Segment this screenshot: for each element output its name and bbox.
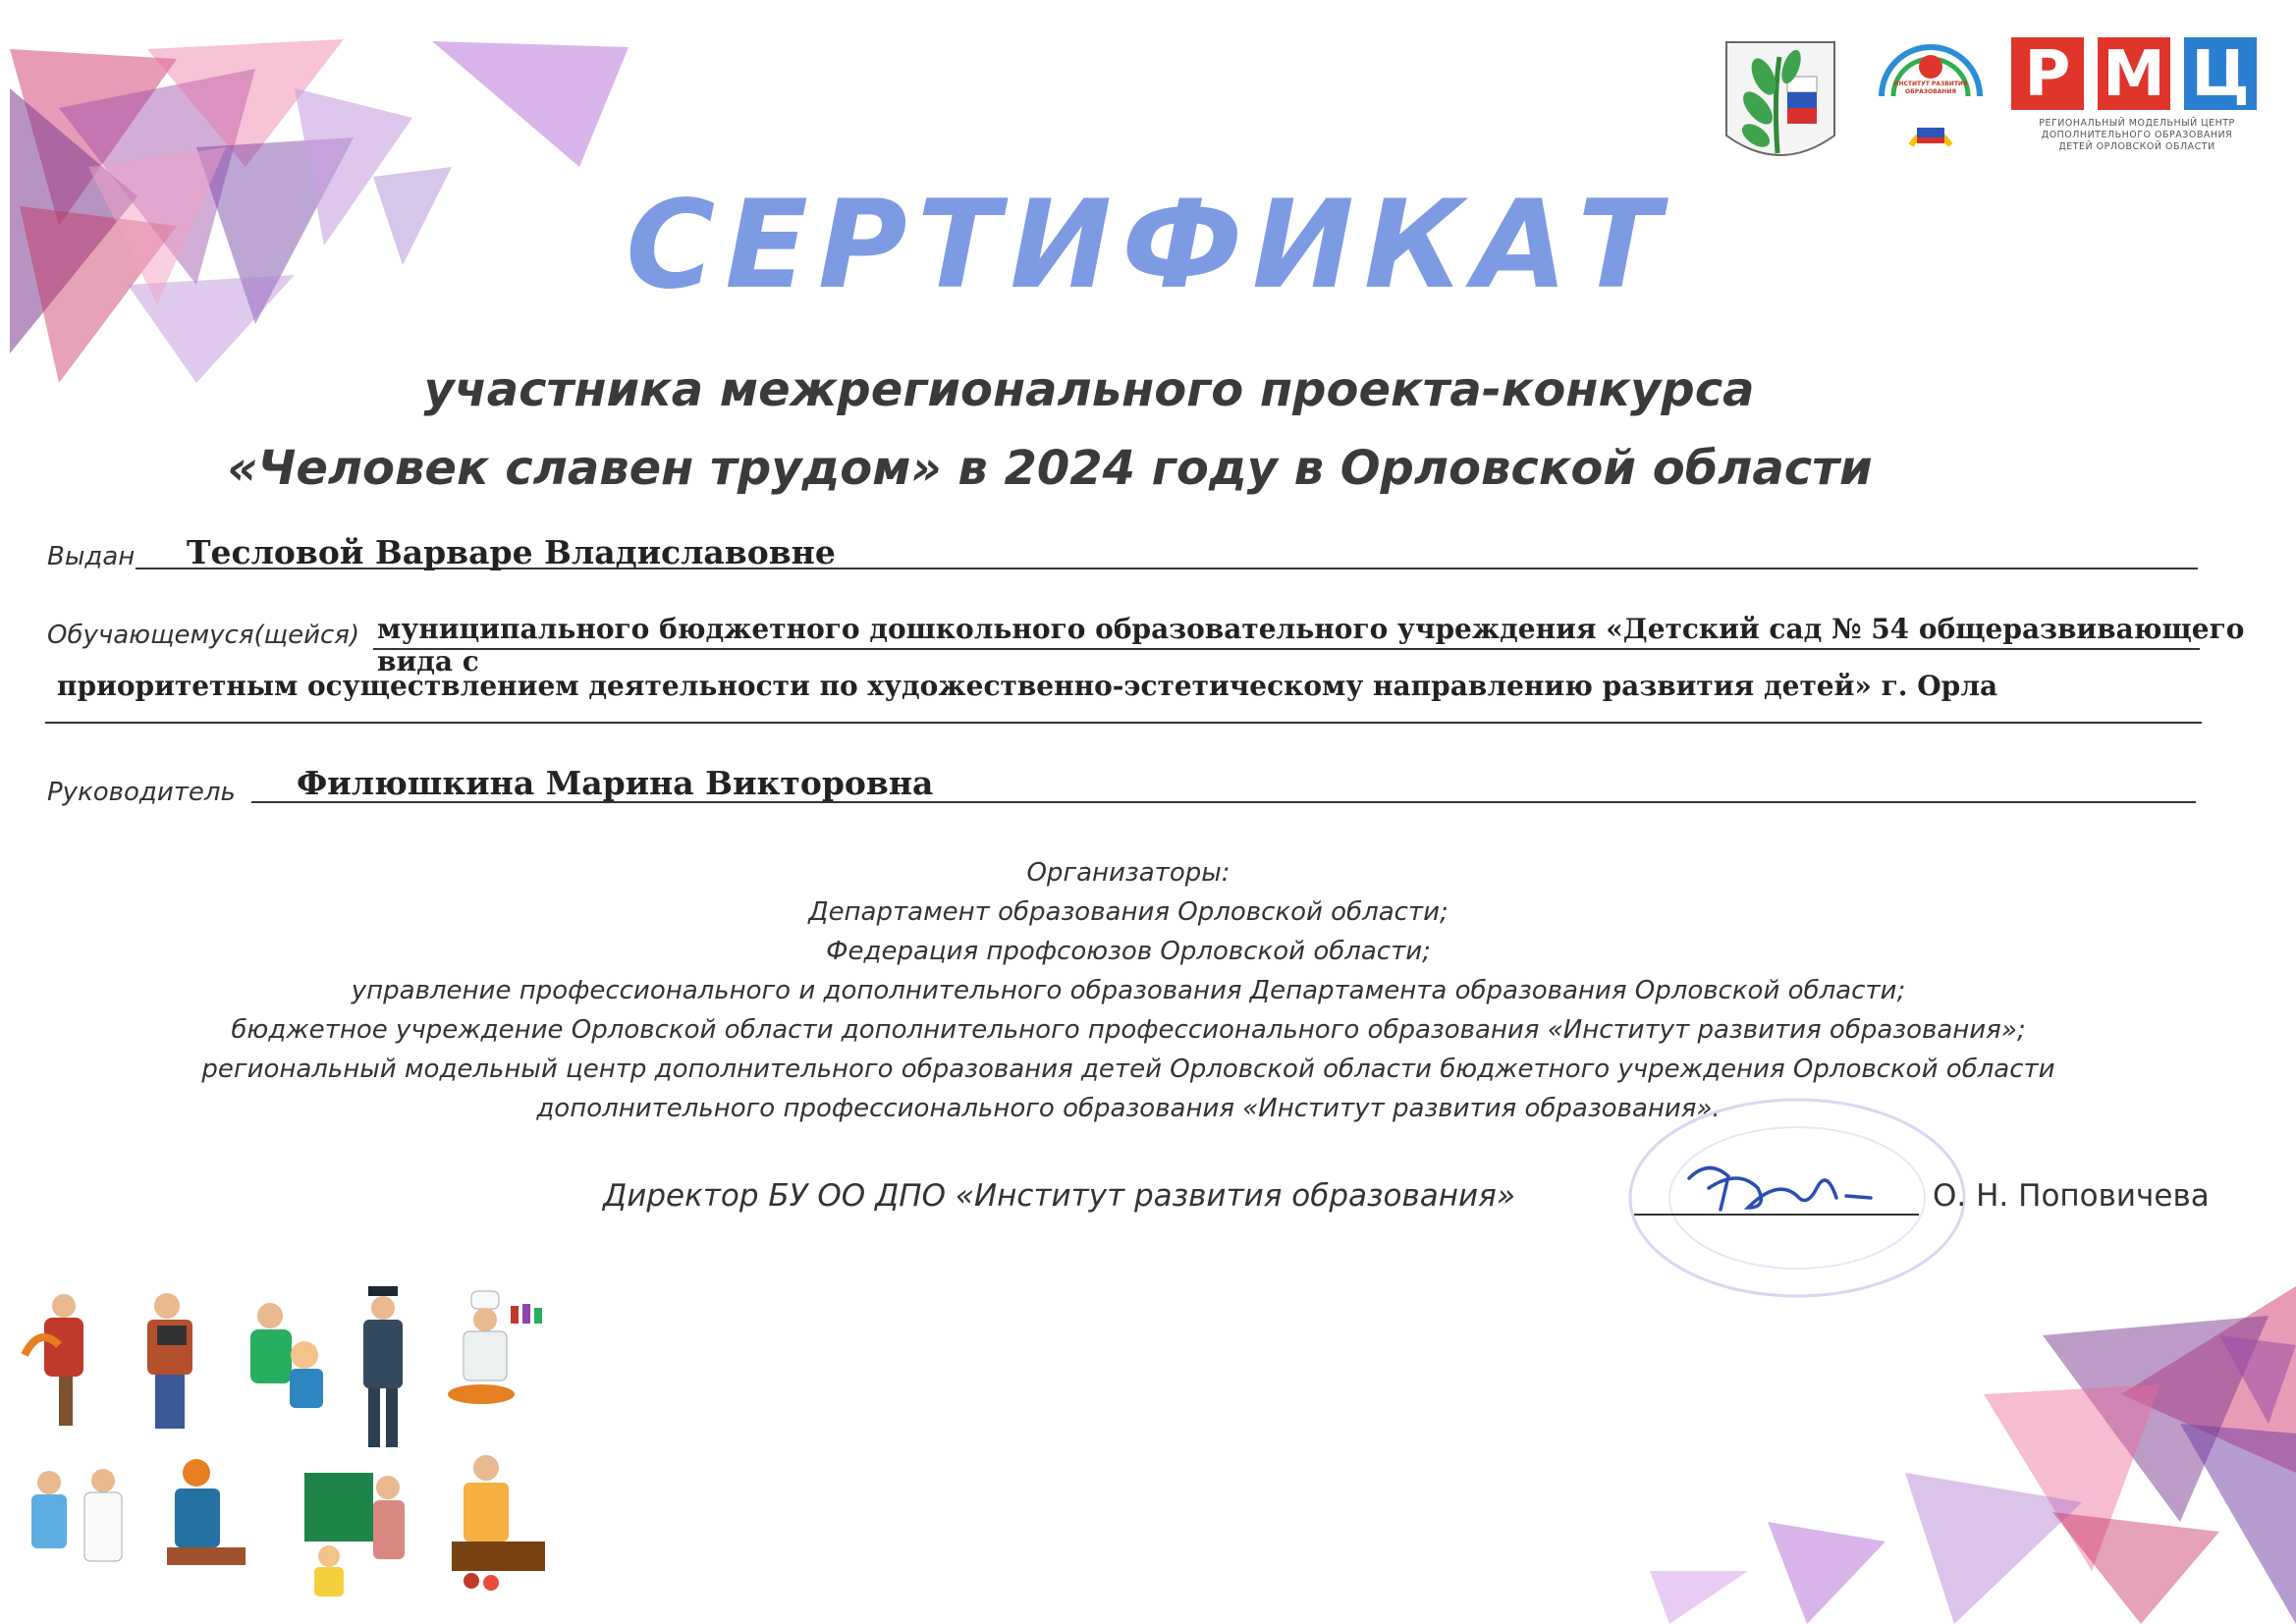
subtitle-line-2: «Человек славен трудом» в 2024 году в Орловской области	[227, 441, 1873, 496]
professions-illustration	[20, 1286, 550, 1610]
handwritten-signature	[1669, 1149, 1886, 1237]
rmc-letter-m: М	[2098, 37, 2170, 110]
worker-figure	[167, 1459, 246, 1565]
certificate-title: СЕРТИФИКАТ	[626, 175, 1670, 316]
police-officer-figure	[363, 1286, 403, 1447]
rmc-letter-c: Ц	[2184, 37, 2257, 110]
chef-figure	[448, 1291, 542, 1404]
student-underline-1	[373, 648, 2200, 650]
rmc-caption	[2011, 118, 2263, 153]
issued-label: Выдан	[47, 542, 136, 571]
rmc-caption-line: ДЕТЕЙ ОРЛОВСКОЙ ОБЛАСТИ	[2058, 141, 2215, 152]
organizer-line: региональный модельный центр дополнительного образования детей Орловской области бюджетного учреждения Орловской области	[201, 1055, 2055, 1084]
rmc-logo	[2011, 37, 2267, 175]
student-line-1: муниципального бюджетного дошкольного образовательного учреждения «Детский сад № 54 общеразвивающего вида с	[377, 613, 2245, 677]
trade-union-logo	[1717, 37, 1844, 170]
signature-underline	[1634, 1214, 1919, 1216]
director-position: Директор БУ ОО ДПО «Институт развития образования»	[603, 1178, 1515, 1214]
organizer-line: бюджетное учреждение Орловской области дополнительного профессионального образования «Институт развития образования»;	[231, 1015, 2026, 1045]
organizer-line: Федерация профсоюзов Орловской области;	[826, 937, 1431, 966]
organizer-line: управление профессионального и дополнительного образования Департамента образования Орловской области;	[351, 976, 1906, 1005]
issued-value: Тесловой Варваре Владиславовне	[187, 533, 836, 571]
logos-area	[1717, 37, 2267, 175]
supervisor-value: Филюшкина Марина Викторовна	[297, 764, 934, 802]
organizer-line: Департамент образования Орловской области;	[808, 897, 1449, 927]
institute-emblem-icon	[1872, 37, 1990, 170]
student-underline-2	[45, 722, 2202, 724]
hairdresser-figure	[250, 1303, 323, 1408]
institute-caption: ИНСТИТУТ РАЗВИТИЯ ОБРАЗОВАНИЯ	[1893, 81, 1968, 95]
teacher-figure	[304, 1473, 405, 1597]
rmc-letter-r: Р	[2011, 37, 2084, 110]
organizers-heading: Организаторы:	[1026, 858, 1230, 888]
photographer-figure	[147, 1293, 192, 1429]
doctor-figure	[31, 1469, 122, 1561]
subtitle-line-1: участника межрегионального проекта-конкурса	[423, 362, 1755, 417]
supervisor-label: Руководитель	[47, 778, 236, 807]
student-line-2: приоритетным осуществлением деятельности по художественно-эстетическому направлению развития детей» г. Орла	[57, 670, 1998, 702]
rmc-caption-line: РЕГИОНАЛЬНЫЙ МОДЕЛЬНЫЙ ЦЕНТР	[2039, 118, 2235, 129]
firefighter-figure	[25, 1294, 83, 1426]
organizer-line: дополнительного профессионального образования «Институт развития образования».	[536, 1094, 1721, 1123]
decorative-triangles-bottom-right	[1630, 1276, 2296, 1624]
rmc-caption-line: ДОПОЛНИТЕЛЬНОГО ОБРАЗОВАНИЯ	[2041, 130, 2233, 140]
institute-logo	[1872, 37, 1990, 170]
director-name: О. Н. Поповичева	[1933, 1178, 2210, 1214]
student-label: Обучающемуся(щейся)	[47, 621, 360, 650]
baker-figure	[452, 1455, 545, 1591]
